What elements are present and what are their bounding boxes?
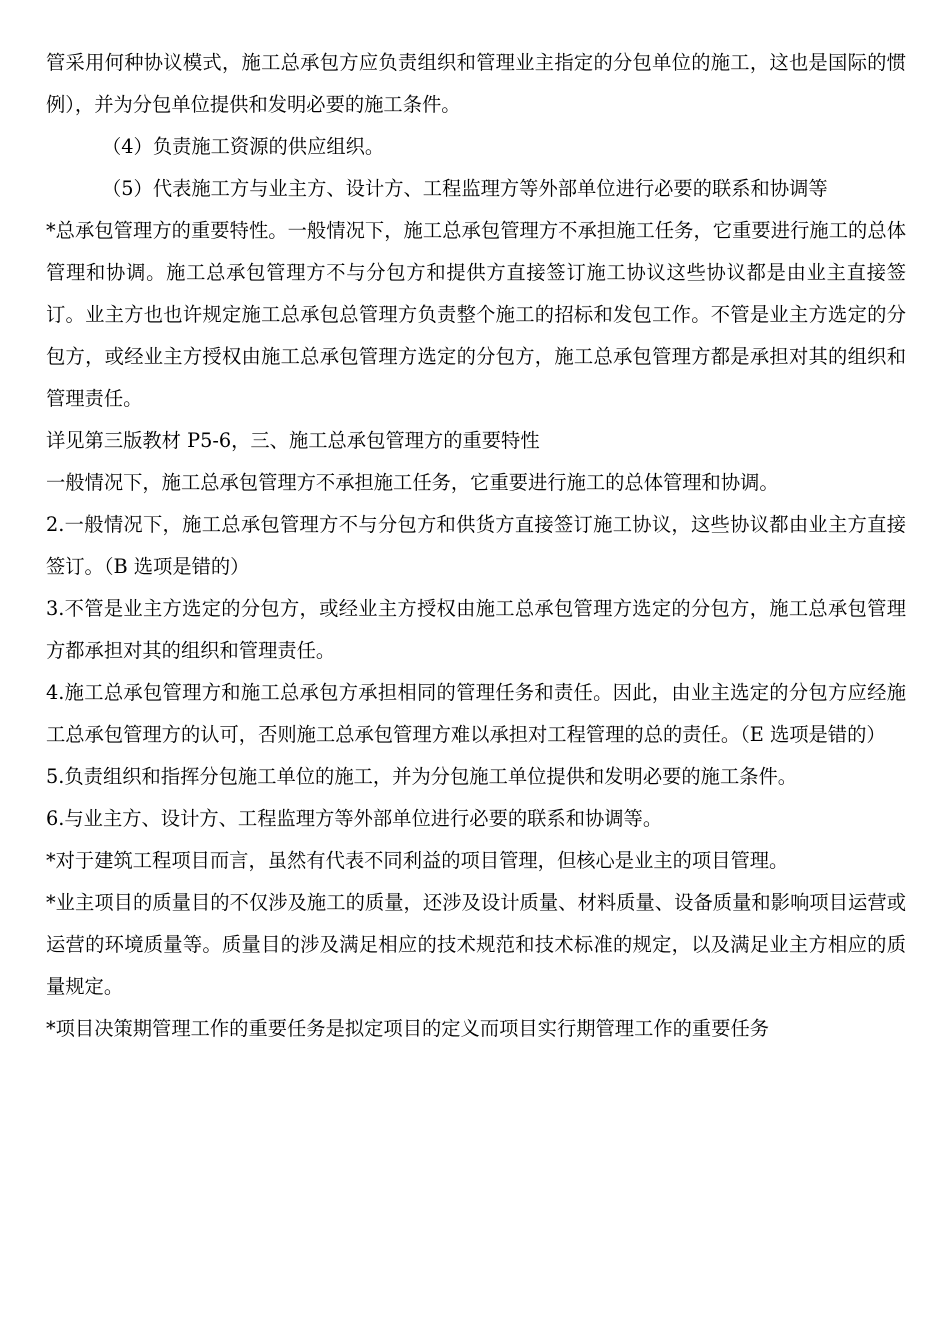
- paragraph: 4.施工总承包管理方和施工总承包方承担相同的管理任务和责任。因此，由业主选定的分包方应经施工总承包管理方的认可，否则施工总承包管理方难以承担对工程管理的总的责任。（E 选项是错的）: [46, 681, 906, 746]
- paragraph: *对于建筑工程项目而言，虽然有代表不同利益的项目管理，但核心是业主的项目管理。: [46, 849, 789, 872]
- paragraph: *项目决策期管理工作的重要任务是拟定项目的定义而项目实行期管理工作的重要任务: [46, 1017, 770, 1040]
- paragraph: *总承包管理方的重要特性。一般情况下，施工总承包管理方不承担施工任务，它重要进行施工的总体管理和协调。施工总承包管理方不与分包方和提供方直接签订施工协议这些协议都是由业主直接签订。业主方也也许规定施工总承包总管理方负责整个施工的招标和发包工作。不管是业主方选定的分包方，或经业主方授权由施工总承包管理方选定的分包方，施工总承包管理方都是承担对其的组织和管理责任。: [46, 219, 906, 410]
- paragraph: 6.与业主方、设计方、工程监理方等外部单位进行必要的联系和协调等。: [46, 807, 663, 830]
- paragraph: 2.一般情况下，施工总承包管理方不与分包方和供货方直接签订施工协议，这些协议都由业主方直接签订。（B 选项是错的）: [46, 513, 906, 578]
- paragraph: 3.不管是业主方选定的分包方，或经业主方授权由施工总承包管理方选定的分包方，施工总承包管理方都承担对其的组织和管理责任。: [46, 597, 906, 662]
- paragraph: 详见第三版教材 P5-6，三、施工总承包管理方的重要特性: [46, 429, 540, 452]
- paragraph: （5）代表施工方与业主方、设计方、工程监理方等外部单位进行必要的联系和协调等: [102, 177, 828, 200]
- paragraph: 管采用何种协议模式，施工总承包方应负责组织和管理业主指定的分包单位的施工，这也是国际的惯例），并为分包单位提供和发明必要的施工条件。: [46, 51, 906, 116]
- paragraph: 5.负责组织和指挥分包施工单位的施工，并为分包施工单位提供和发明必要的施工条件。: [46, 765, 798, 788]
- paragraph: （4）负责施工资源的供应组织。: [102, 135, 385, 158]
- paragraph: *业主项目的质量目的不仅涉及施工的质量，还涉及设计质量、材料质量、设备质量和影响项目运营或运营的环境质量等。质量目的涉及满足相应的技术规范和技术标准的规定，以及满足业主方相应的质量规定。: [46, 891, 906, 998]
- paragraph: 一般情况下，施工总承包管理方不承担施工任务，它重要进行施工的总体管理和协调。: [46, 471, 779, 494]
- document-body: [46, 42, 906, 1050]
